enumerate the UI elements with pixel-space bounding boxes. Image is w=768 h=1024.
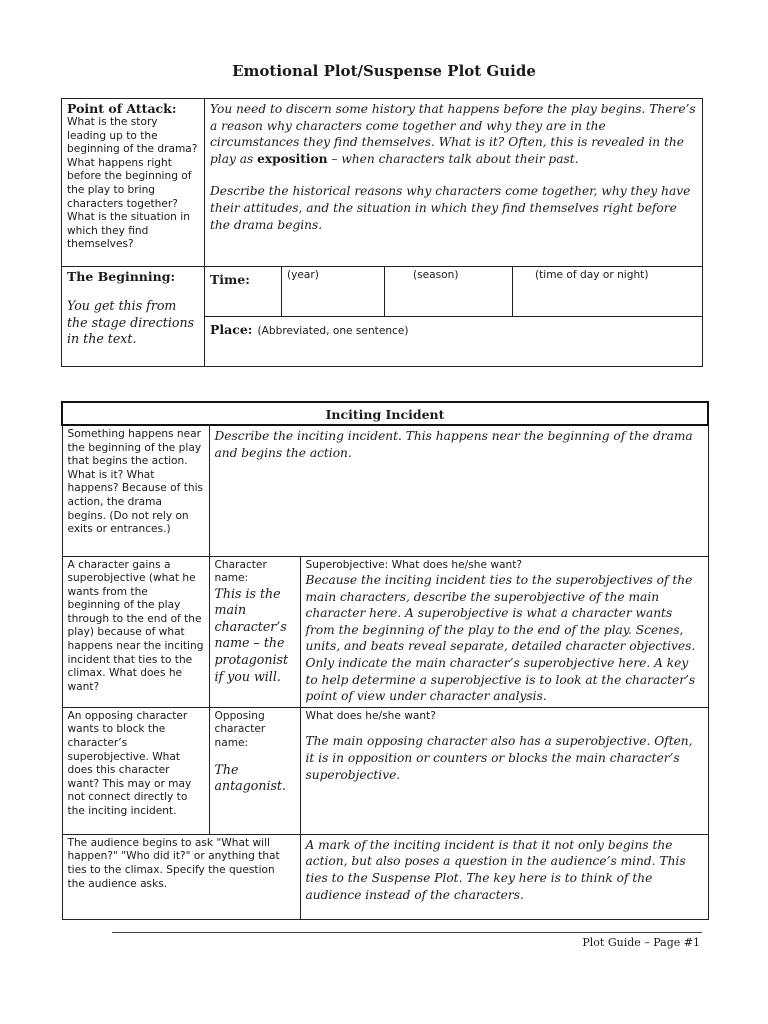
superobjective-label: Superobjective: What does he/she want? xyxy=(305,558,522,571)
point-of-attack-table xyxy=(61,98,703,367)
beginning-time-row xyxy=(62,267,703,317)
audience-prompt: The audience begins to ask "What will happen?" "Who did it?" or anything that ties to the climax. Specify the question the audience asks. xyxy=(67,836,280,890)
point-of-attack-answer[interactable] xyxy=(205,99,703,267)
opposing-want-text: The main opposing character also has a superobjective. Often, it is in opposition or counters or blocks the main character’s superobjective. xyxy=(305,734,693,782)
point-of-attack-heading: Point of Attack: xyxy=(67,101,177,116)
page-title: Emotional Plot/Suspense Plot Guide xyxy=(232,62,536,80)
character-name-text: This is the main character’s name – the protagonist if you will. xyxy=(214,585,289,684)
point-of-attack-text-2: Describe the historical reasons why characters come together, why they have their attitudes, and the situation in which they find themselves right before the drama begins. xyxy=(210,184,691,232)
footer-divider xyxy=(112,932,702,933)
point-of-attack-prompt: What is the story leading up to the beginning of the drama? What happens right before the beginning of the play to bring characters together? What is the situation in which they find themselves? xyxy=(67,116,198,251)
inciting-row-1 xyxy=(62,425,708,556)
inciting-incident-header: Inciting Incident xyxy=(325,407,445,422)
superobjective-field[interactable] xyxy=(300,556,708,707)
audience-prompt-cell xyxy=(62,834,300,919)
point-of-attack-row xyxy=(62,99,703,267)
superobjective-prompt-cell xyxy=(62,556,209,707)
opposing-name-label: Opposing character name: xyxy=(214,709,266,750)
inciting-prompt: Something happens near the beginning of the play that begins the action. What is it? What happens? Because of this action, the drama begins. (Do not rely on exits or entrances.) xyxy=(67,428,204,536)
audience-question-answer[interactable]: A mark of the inciting incident is that it not only begins the action, but also poses a question in the audience’s mind. This ties to the Suspense Plot. The key here is to think of the audience instead of the characters. xyxy=(300,834,708,919)
beginning-heading: The Beginning: xyxy=(67,269,176,284)
inciting-answer[interactable]: Describe the inciting incident. This happens near the beginning of the drama and begins the action. xyxy=(209,425,708,556)
opposing-character-row xyxy=(62,707,708,834)
inciting-prompt-cell xyxy=(62,425,209,556)
time-label-cell xyxy=(205,267,282,317)
opposing-name-text: The antagonist. xyxy=(214,761,286,794)
opposing-want-field[interactable] xyxy=(300,707,708,834)
opposing-name-field[interactable] xyxy=(209,707,300,834)
superobjective-text: Because the inciting incident ties to the superobjectives of the main characters, describe the superobjective of the main character here. A superobjective is what a character wants from the beginning of the play to the end of the play. Scenes, units, and beats reveal separate, detailed character objectives. Only indicate the main character’s superobjective here. A key to help determine a superobjective is to look at the character’s point of view under character analysis. xyxy=(305,573,696,704)
inciting-incident-table xyxy=(61,401,709,920)
inciting-header-row xyxy=(62,402,708,425)
exposition-term: exposition xyxy=(257,151,328,166)
opposing-prompt-cell xyxy=(62,707,209,834)
opposing-prompt: An opposing character wants to block the character’s superobjective. What does this character want? This may or may not connect directly to the inciting incident. xyxy=(67,709,192,817)
year-field[interactable]: (year) xyxy=(282,267,385,317)
time-of-day-field[interactable]: (time of day or night) xyxy=(513,267,703,317)
superobjective-prompt: A character gains a superobjective (what he wants from the beginning of the play through to the end of the play) because of what happens near the inciting incident that ties to the climax. What does he want? xyxy=(67,558,204,693)
place-field[interactable] xyxy=(205,317,703,367)
place-label: Place: xyxy=(210,322,253,337)
place-note: (Abbreviated, one sentence) xyxy=(257,325,409,337)
time-label: Time: xyxy=(210,272,250,287)
beginning-note: You get this from the stage directions in the text. xyxy=(67,298,195,346)
character-name-field[interactable] xyxy=(209,556,300,707)
point-of-attack-cell xyxy=(62,99,205,267)
superobjective-row xyxy=(62,556,708,707)
beginning-cell xyxy=(62,267,205,367)
inciting-header-cell xyxy=(62,402,708,425)
character-name-label: Character name: xyxy=(214,558,267,585)
point-of-attack-text-1: You need to discern some history that happens before the play begins. There’s a reason why characters come together and why they are in the circumstances they find themselves. What is it? Often, this is revealed in the play as exposition – when characters talk about their past. xyxy=(210,102,696,166)
page-footer: Plot Guide – Page #1 xyxy=(582,936,700,949)
audience-question-row xyxy=(62,834,708,919)
season-field[interactable]: (season) xyxy=(385,267,513,317)
opposing-want-label: What does he/she want? xyxy=(305,709,436,722)
